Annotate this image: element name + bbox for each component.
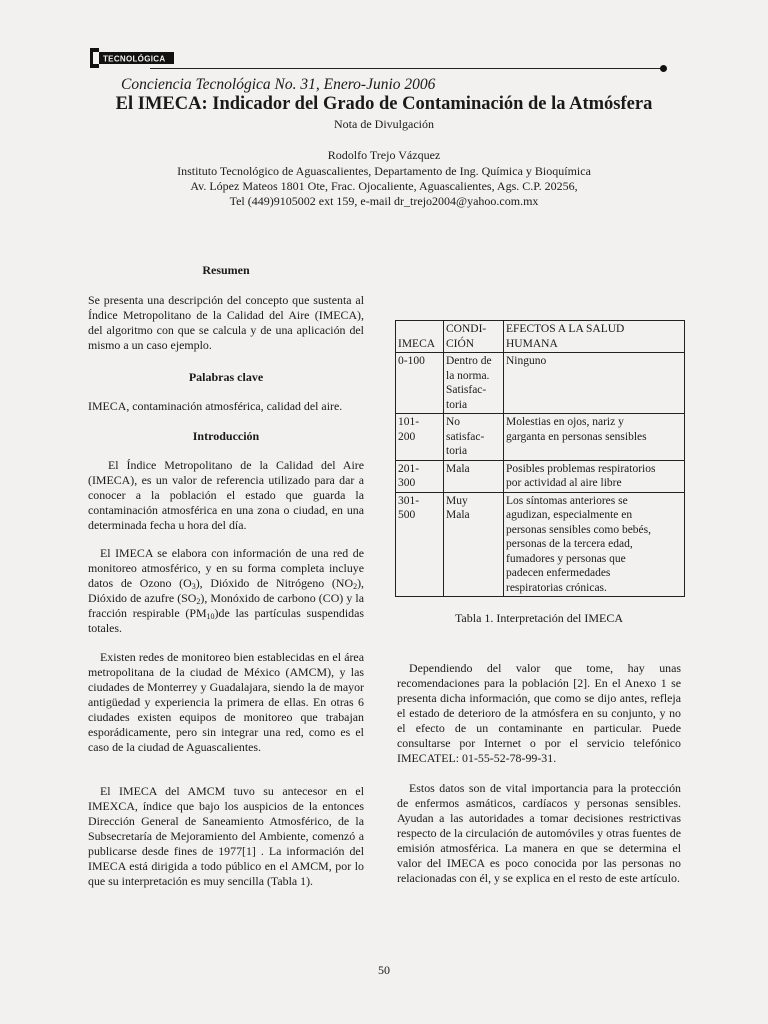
table-row (396, 353, 685, 414)
introduction-heading: Introducción (192, 429, 260, 443)
page-number: 50 (378, 963, 390, 977)
table-cell: Los síntomas anteriores se agudizan, especialmente en personas sensibles como bebés, personas de la tercera edad, fumadores y personas que padecen enfermedades respiratorias crónicas. (504, 492, 685, 597)
table-header-cell: EFECTOS A LA SALUD HUMANA (504, 321, 685, 353)
journal-logo (90, 46, 174, 70)
table-caption: Tabla 1. Interpretación del IMECA (454, 611, 624, 625)
table-cell: Muy Mala (444, 492, 504, 597)
author-affiliation: Instituto Tecnológico de Aguascalientes, Departamento de Ing. Química y Bioquímica (177, 164, 591, 178)
abstract-text: Se presenta una descripción del concepto que sustenta al Índice Metropolitano de la Calidad del Aire (IMECA), del algoritmo con que se calcula y de una aplicación del mismo a un caso ejemplo. (88, 293, 364, 352)
journal-citation: Conciencia Tecnológica No. 31, Enero-Junio 2006 (121, 76, 436, 93)
abstract-heading: Resumen (202, 263, 250, 277)
author-name: Rodolfo Trejo Vázquez (327, 148, 441, 162)
keywords-heading: Palabras clave (188, 370, 264, 384)
intro-paragraph-4: El IMECA del AMCM tuvo su antecesor en el IMEXCA, índice que bajo los auspicios de la entonces Dirección General de Saneamiento Atmosférico, de la Subsecretaría de Mejoramiento del Ambiente, comenzó a publicarse desde fines de 1977[1] . La información del IMECA está dirigida a todo público en el AMCM, por lo que su interpretación es muy sencilla (Tabla 1). (88, 784, 364, 888)
table-cell: Molestias en ojos, nariz y garganta en personas sensibles (504, 414, 685, 461)
header-rule (150, 68, 663, 69)
author-address: Av. López Mateos 1801 Ote, Frac. Ojocaliente, Aguascalientes, Ags. C.P. 20256, (190, 179, 578, 193)
intro-paragraph-2: El IMECA se elabora con información de una red de monitoreo atmosférico, y en su forma completa incluye datos de Ozono $(O_3)$, Dióxido de Nitrógeno $(NO_2)$, Dióxido de azufre $(SO_2)$, Monóxido de carbono (CO) y la fracción respirable $(PM_{10})de$ las partículas suspendidas totales. (88, 546, 364, 635)
header-rule-dot (660, 65, 667, 72)
intro-paragraph-1: El Índice Metropolitano de la Calidad del Aire (IMECA), es un valor de referencia utilizado para dar a conocer a la población el estado que guarda la contaminación atmosférica en una zona o ciudad, en una determinada fecha u hora del día. (88, 458, 364, 532)
article-type: Nota de Divulgación (334, 117, 434, 131)
table-cell: Posibles problemas respiratorios por actividad al aire libre (504, 460, 685, 492)
table-cell: 0-100 (396, 353, 444, 414)
body-paragraph-2: Estos datos son de vital importancia para la protección de enfermos asmáticos, cardíacos y personas sensibles. Ayudan a las autoridades a tomar decisiones restrictivas respecto de la circulación de automóviles y otras fuentes de emisión atmosférica. La manera en que se determina el valor del IMECA es poco conocida por las personas no relacionadas con él, y se explica en el resto de este artículo. (397, 781, 681, 885)
table-header-cell: IMECA (396, 321, 444, 353)
logo-text: TECNOLÓGICA (103, 54, 166, 64)
intro-paragraph-3: Existen redes de monitoreo bien establecidas en el área metropolitana de la ciudad de México (AMCM), y las ciudades de Monterrey y Guadalajara, siendo la de mayor antigüedad y experiencia la primera de ellas. En otras 6 ciudades existen equipos de monitoreo que trabajan esporádicamente, pero sin integrar una red, como es el caso de la ciudad de Aguascalientes. (88, 650, 364, 754)
body-paragraph-1: Dependiendo del valor que tome, hay unas recomendaciones para la población [2]. En el Anexo 1 se presenta dicha información, que como se dijo antes, refleja el estado de deterioro de la atmósfera en su conjunto, y no el efecto de un contaminante en particular. Puede consultarse por Internet o por el servicio telefónico IMECATEL: 01-55-52-78-99-31. (397, 661, 681, 765)
table-header-cell: CONDI- CIÓN (444, 321, 504, 353)
table-cell: Ninguno (504, 353, 685, 414)
table-header-row (396, 321, 685, 353)
table-cell: 201- 300 (396, 460, 444, 492)
table-cell: 301- 500 (396, 492, 444, 597)
table-cell: No satisfac- toria (444, 414, 504, 461)
table-row (396, 414, 685, 461)
table-row (396, 492, 685, 597)
article-title: El IMECA: Indicador del Grado de Contaminación de la Atmósfera (115, 94, 653, 114)
table-cell: Dentro de la norma. Satisfac- toria (444, 353, 504, 414)
table-cell: 101- 200 (396, 414, 444, 461)
author-contact: Tel (449)9105002 ext 159, e-mail dr_trejo2004@yahoo.com.mx (229, 194, 539, 208)
table-row (396, 460, 685, 492)
keywords-text: IMECA, contaminación atmosférica, calidad del aire. (88, 399, 343, 413)
imeca-table (395, 320, 685, 597)
table-cell: Mala (444, 460, 504, 492)
